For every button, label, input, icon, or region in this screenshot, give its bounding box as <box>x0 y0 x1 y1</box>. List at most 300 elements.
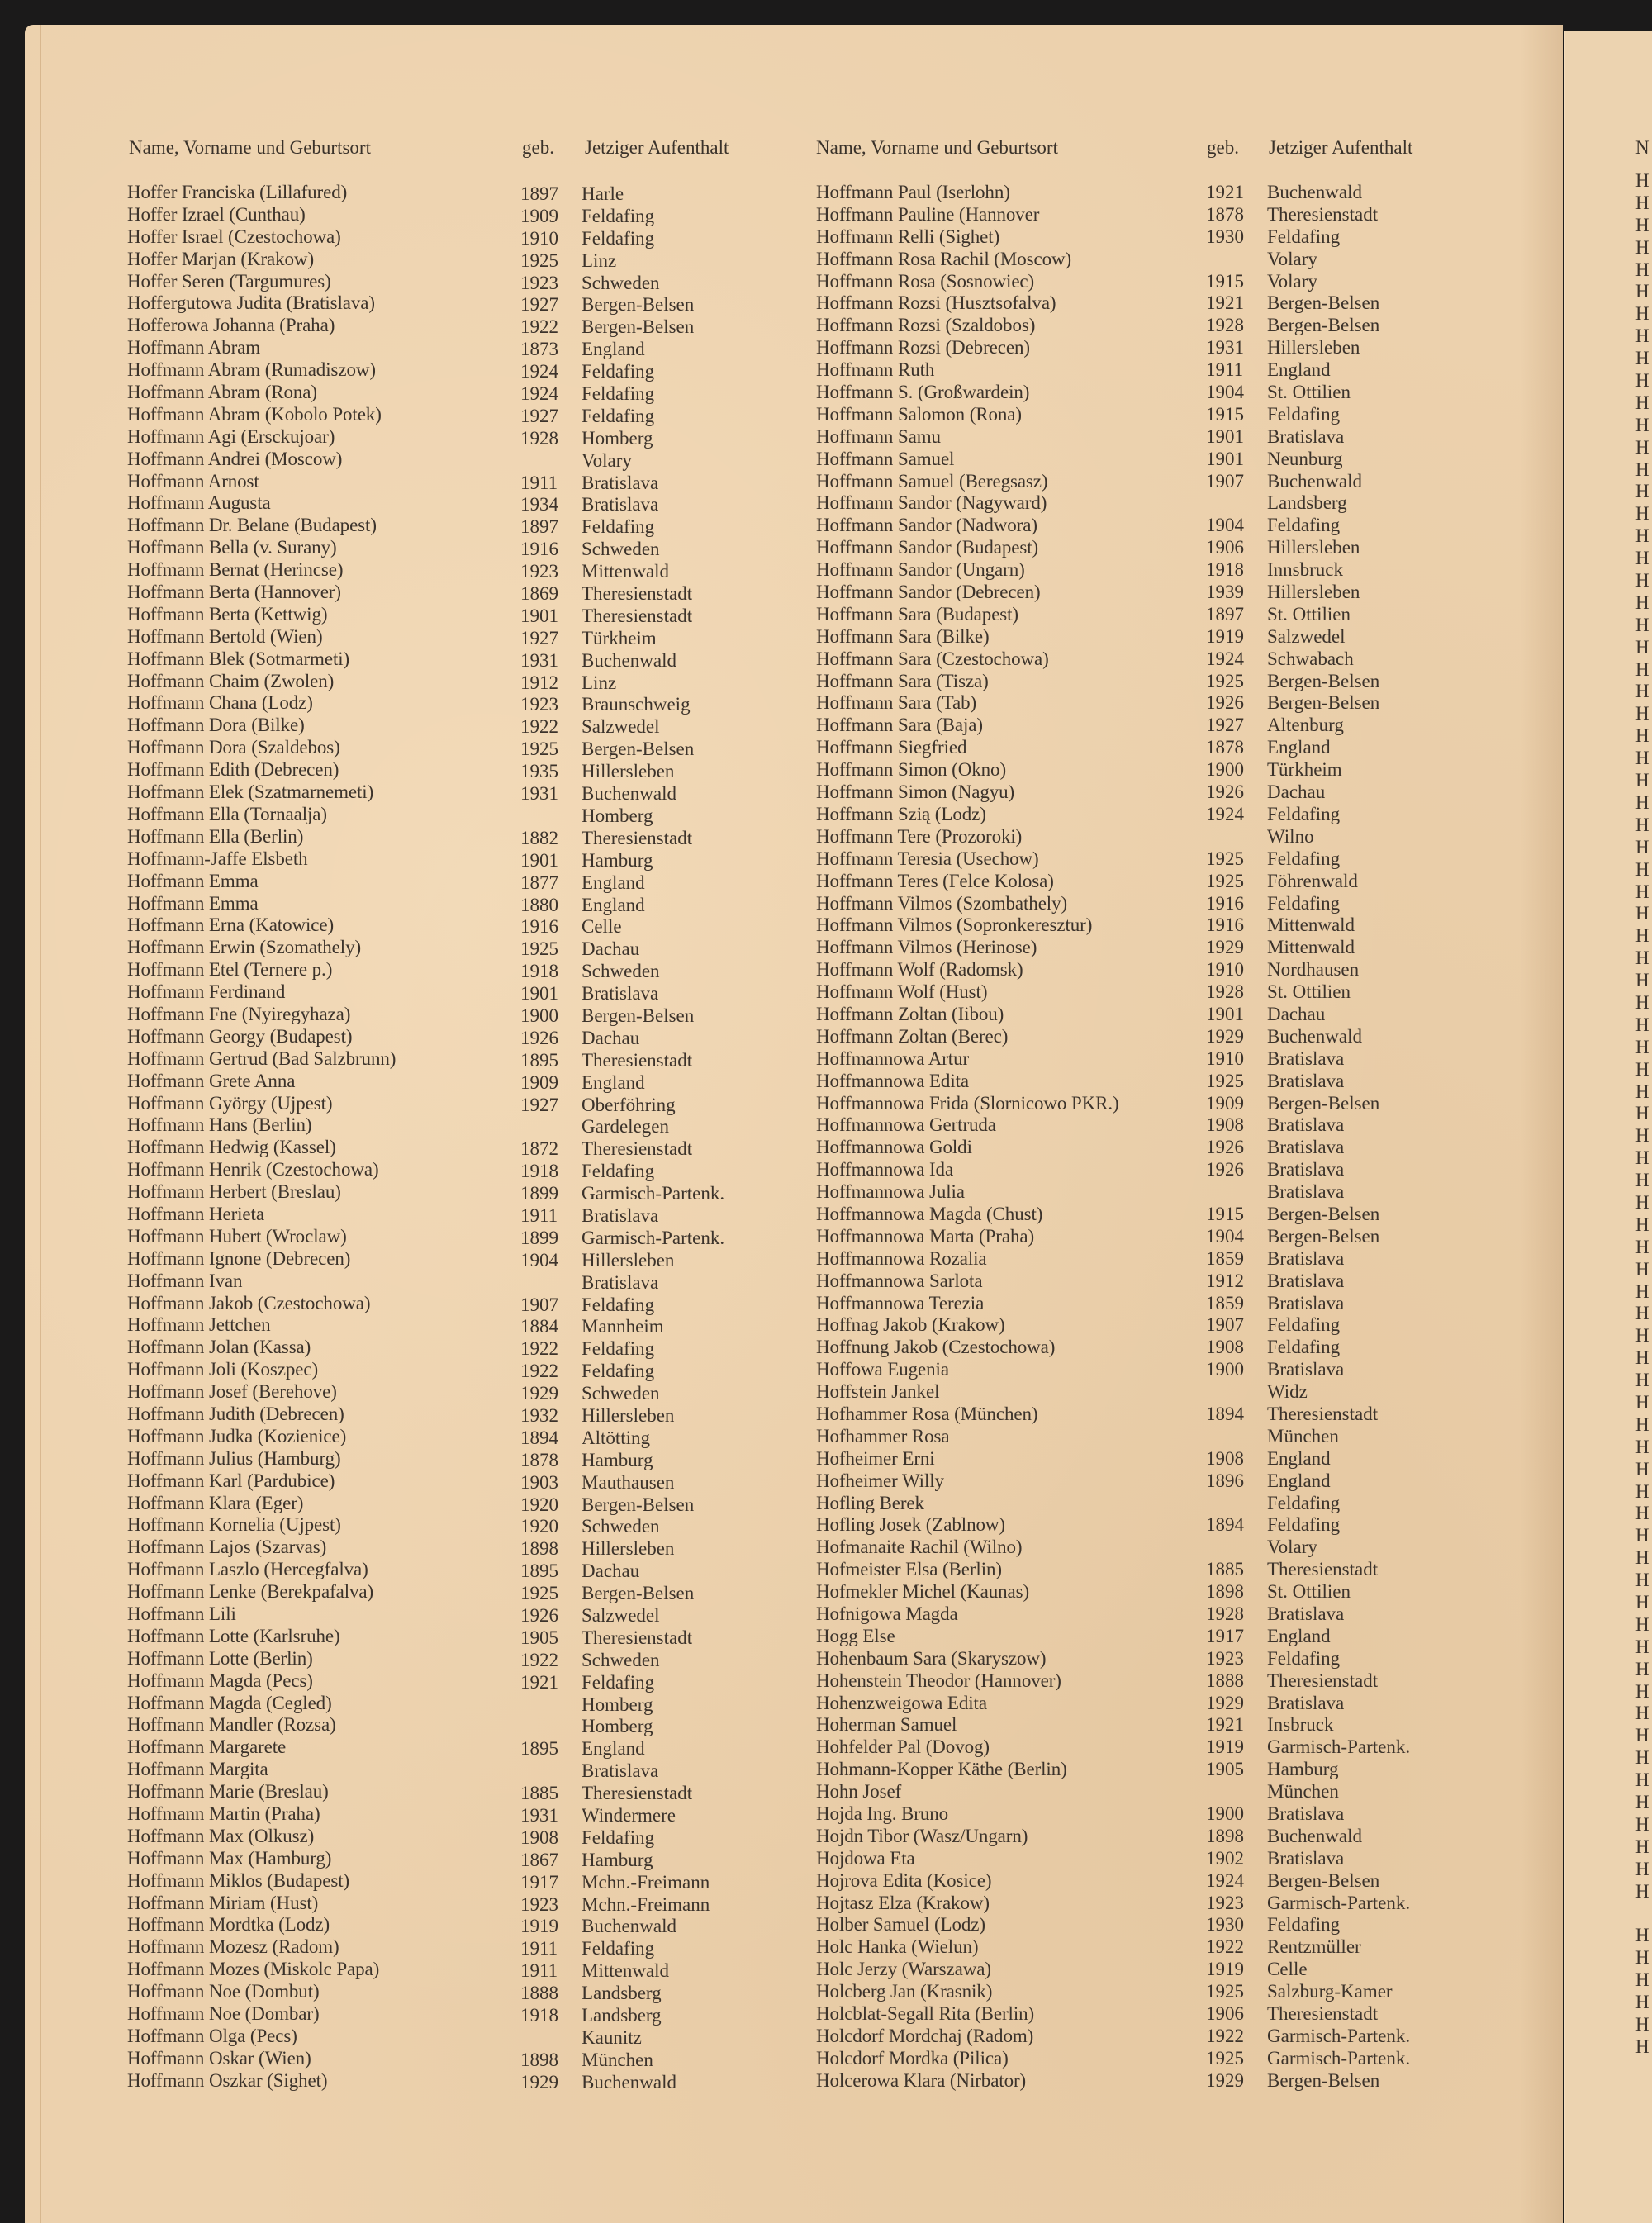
list-item-name: Hoffmannowa Frida (Slornicowo PKR.) <box>816 1092 1119 1114</box>
list-item-name: Hoffmannowa Ida <box>816 1159 954 1180</box>
current-residence: Theresienstadt <box>582 605 693 626</box>
birth-year: 1904 <box>1206 515 1244 536</box>
birth-year: 1894 <box>1206 1514 1244 1536</box>
list-item-name: Hoffmann Martin (Praha) <box>127 1803 320 1825</box>
birth-year: 1929 <box>520 1383 558 1404</box>
list-item-year-place <box>1206 2026 1410 2048</box>
next-page-row-fragment: H <box>1635 503 1650 525</box>
next-page-header-fragment: N <box>1635 137 1650 158</box>
list-item-year-place <box>1206 1693 1410 1715</box>
list-item-year-place <box>520 1583 724 1605</box>
birth-year: 1922 <box>520 716 558 738</box>
current-residence: England <box>582 339 645 360</box>
list-item-year-place <box>520 1228 724 1250</box>
next-page-row-fragment: H <box>1635 1103 1650 1124</box>
current-residence: Bratislava <box>1267 1070 1345 1091</box>
current-residence: Salzwedel <box>1267 625 1346 647</box>
current-residence: England <box>582 894 645 915</box>
list-item-year-place <box>1206 737 1410 759</box>
current-residence: St. Ottilien <box>1267 382 1351 403</box>
list-item-year-place <box>1206 182 1410 204</box>
list-item-name: Hoffmann Fne (Nyiregyhaza) <box>127 1003 351 1024</box>
list-item-name: Hojtasz Elza (Krakow) <box>816 1892 990 1913</box>
birth-year: 1904 <box>1206 382 1244 403</box>
current-residence: Dachau <box>582 1560 640 1582</box>
list-item-name: Hoffmann Margarete <box>127 1736 287 1758</box>
list-item-year-place <box>520 983 724 1005</box>
birth-year: 1906 <box>1206 537 1244 558</box>
current-residence: Mittenwald <box>582 1960 670 1982</box>
list-item-name: Hoffmann Wolf (Hust) <box>816 981 988 1003</box>
list-item-year-place <box>520 2050 724 2072</box>
list-item-year-place <box>1206 1470 1410 1493</box>
next-page-row-fragment: H <box>1635 192 1650 213</box>
current-residence: England <box>1267 1625 1331 1646</box>
list-item-year-place <box>520 2005 724 2027</box>
birth-year: 1904 <box>1206 1225 1244 1247</box>
current-residence: Volary <box>1267 248 1317 269</box>
next-page-row-fragment: H <box>1635 1191 1650 1213</box>
list-item-name: Hohenstein Theodor (Hannover) <box>816 1670 1061 1691</box>
birth-year: 1877 <box>520 872 558 893</box>
list-item-year-place <box>1206 426 1410 449</box>
current-residence: Landsberg <box>582 1983 662 2004</box>
list-item-name: Hoffmann Grete Anna <box>127 1070 296 1091</box>
current-residence: Theresienstadt <box>582 1049 693 1071</box>
current-residence: Mittenwald <box>582 561 670 582</box>
list-item-year-place <box>1206 1204 1410 1226</box>
list-item-year-place <box>520 1872 724 1894</box>
current-residence: Salzburg-Kamer <box>1267 1981 1393 2002</box>
birth-year: 1895 <box>520 1560 558 1582</box>
current-residence: Theresienstadt <box>1267 1559 1379 1580</box>
birth-year: 1904 <box>520 1249 558 1271</box>
list-item-name: Hoffmannowa Gertruda <box>816 1114 996 1136</box>
current-residence: Buchenwald <box>582 649 676 671</box>
birth-year <box>1206 1493 1267 1515</box>
list-item-name: Hoffmann Samuel <box>816 448 955 469</box>
list-item-year-place <box>1206 404 1410 426</box>
birth-year: 1924 <box>1206 648 1244 669</box>
list-item-year-place <box>520 383 724 406</box>
list-item-name: Hoffmannowa Goldi <box>816 1137 972 1158</box>
list-item-year-place <box>520 1361 724 1383</box>
list-item-name: Hoffmann Dora (Bilke) <box>127 715 305 736</box>
next-page-row-fragment: H <box>1635 1347 1650 1369</box>
next-page-row-fragment: H <box>1635 1858 1650 1879</box>
birth-year: 1928 <box>1206 315 1244 336</box>
list-item-name: Hoffmann Rosa (Sosnowiec) <box>816 270 1035 292</box>
list-item-year-place <box>1206 337 1410 359</box>
next-page-row-fragment: H <box>1635 1280 1650 1302</box>
birth-year: 1908 <box>520 1826 558 1848</box>
current-residence: Harle <box>582 183 624 204</box>
birth-year: 1909 <box>1206 1092 1244 1114</box>
list-item-year-place <box>520 1472 724 1494</box>
current-residence: Gardelegen <box>582 1116 669 1138</box>
list-item-year-place <box>520 694 724 716</box>
list-item-year-place <box>520 406 724 428</box>
list-item-year-place <box>520 606 724 628</box>
next-page-row-fragment: H <box>1635 259 1650 280</box>
birth-year: 1922 <box>1206 1936 1244 1958</box>
list-item-year-place <box>1206 1981 1410 2003</box>
current-residence: Kaunitz <box>582 2026 642 2048</box>
list-item-year-place <box>520 183 724 206</box>
birth-year: 1930 <box>1206 1914 1244 1936</box>
birth-year: 1921 <box>1206 292 1244 314</box>
current-residence: Mauthausen <box>582 1471 675 1493</box>
list-item-name: Hoffmann Laszlo (Hercegfalva) <box>127 1559 368 1580</box>
list-item-year-place <box>520 206 724 228</box>
list-item-name: Hoffmann Szią (Lodz) <box>816 803 986 824</box>
birth-year: 1915 <box>1206 1203 1244 1224</box>
current-residence: Feldafing <box>582 516 655 538</box>
birth-year: 1869 <box>520 583 558 605</box>
current-residence: Bratislava <box>582 472 659 493</box>
birth-year: 1899 <box>520 1183 558 1204</box>
birth-year: 1928 <box>1206 981 1244 1003</box>
list-item-name: Hoffmann Berta (Kettwig) <box>127 603 328 625</box>
current-residence: Schweden <box>582 961 660 982</box>
list-item-name: Hojdowa Eta <box>816 1847 915 1869</box>
list-item-year-place <box>1206 1426 1410 1448</box>
list-item-year-place <box>520 1183 724 1205</box>
list-item-name: Hoffmannowa Artur <box>816 1047 970 1069</box>
next-page-row-fragment: H <box>1635 414 1650 435</box>
list-item-year-place <box>1206 1803 1410 1826</box>
current-residence: Föhrenwald <box>1267 870 1358 891</box>
next-page-row-fragment: H <box>1635 948 1650 969</box>
list-item-year-place <box>1206 692 1410 715</box>
list-item-name: Hoffmann Sandor (Nadwora) <box>816 515 1037 536</box>
current-residence: Altötting <box>582 1427 651 1448</box>
next-page-row-fragment: H <box>1635 1570 1650 1591</box>
list-item-year-place <box>1206 359 1410 382</box>
list-item-name: Hohfelder Pal (Dovog) <box>816 1736 990 1758</box>
list-item-year-place <box>1206 1359 1410 1381</box>
list-item-year-place <box>1206 1448 1410 1470</box>
list-item-name: Hoffmann Ignone (Debrecen) <box>127 1247 351 1269</box>
list-item-name: Hoffmann Joli (Koszpec) <box>127 1359 319 1380</box>
list-item-year-place <box>520 1161 724 1183</box>
list-item-name: Hoffmann Abram (Kobolo Potek) <box>127 403 382 425</box>
list-item-year-place <box>520 1672 724 1694</box>
birth-year <box>520 1694 582 1717</box>
current-residence: Hillersleben <box>1267 337 1360 359</box>
list-item-year-place <box>520 1427 724 1450</box>
birth-year: 1929 <box>1206 937 1244 958</box>
next-page-row-fragment: H <box>1635 770 1650 791</box>
list-item-name: Hoffmann Pauline (Hannover <box>816 203 1040 225</box>
birth-year: 1910 <box>520 227 558 249</box>
list-item-name: Hoffmann Simon (Okno) <box>816 759 1007 781</box>
birth-year: 1925 <box>1206 848 1244 869</box>
birth-year: 1921 <box>1206 182 1244 202</box>
list-item-name: Hoffmann Sara (Tab) <box>816 692 977 714</box>
list-item-name: Hoffmann Jettchen <box>127 1314 271 1336</box>
list-item-name: Hoffmann Bertold (Wien) <box>127 625 323 647</box>
list-item-name: Hoffnung Jakob (Czestochowa) <box>816 1337 1056 1358</box>
birth-year: 1909 <box>520 1071 558 1093</box>
current-residence: Landsberg <box>582 2005 662 2026</box>
list-item-name: Hoffmann Tere (Prozoroki) <box>816 825 1023 847</box>
next-page-row-fragment: H <box>1635 1636 1650 1657</box>
current-residence: Bergen-Belsen <box>1267 1092 1380 1114</box>
list-item-name: Hoffmann Henrik (Czestochowa) <box>127 1159 379 1180</box>
birth-year <box>1206 1537 1267 1559</box>
list-item-name: Hoffmann Sara (Bilke) <box>816 625 990 647</box>
next-page-row-fragment: H <box>1635 370 1650 392</box>
next-page-row-fragment: H <box>1635 2035 1650 2057</box>
list-item-year-place <box>1206 1603 1410 1626</box>
list-item-name: Hoffmann Elek (Szatmarnemeti) <box>127 781 374 803</box>
list-item-year-place <box>1206 515 1410 537</box>
list-item-name: Hoffmann Etel (Ternere p.) <box>127 959 333 981</box>
list-item-year-place <box>520 1072 724 1095</box>
next-page-row-fragment: H <box>1635 303 1650 325</box>
column2-name-list <box>816 182 1119 2092</box>
list-item-name: Hoffmann Oszkar (Sighet) <box>127 2069 328 2091</box>
next-page-row-fragment: H <box>1635 636 1650 658</box>
current-residence: Homberg <box>582 805 653 826</box>
current-residence: Theresienstadt <box>1267 203 1379 225</box>
list-item-name: Hoffmann Mandler (Rozsa) <box>127 1714 336 1736</box>
list-item-name: Hoffmann Augusta <box>127 492 271 514</box>
list-item-name: Hoffmann Lili <box>127 1603 236 1624</box>
current-residence: Bratislava <box>1267 1181 1345 1203</box>
list-item-name: Hoffmann Teres (Felce Kolosa) <box>816 870 1054 891</box>
next-page-row-fragment: H <box>1635 1147 1650 1169</box>
current-residence: Theresienstadt <box>1267 2003 1379 2025</box>
list-item-name: Hoffmann Marie (Breslau) <box>127 1781 329 1803</box>
list-item-year-place <box>520 1272 724 1294</box>
list-item-year-place <box>520 761 724 783</box>
birth-year: 1878 <box>1206 203 1244 225</box>
birth-year <box>1206 1426 1267 1448</box>
list-item-year-place <box>520 1938 724 1960</box>
current-residence: Hillersleben <box>582 1538 675 1560</box>
birth-year: 1880 <box>520 894 558 915</box>
current-residence: Bratislava <box>1267 1603 1345 1624</box>
list-item-year-place <box>1206 1493 1410 1515</box>
list-item-year-place <box>1206 1826 1410 1848</box>
list-item-name: Hoffmann Zoltan (Iibou) <box>816 1003 1004 1024</box>
list-item-name: Hoffmann Ruth <box>816 359 935 381</box>
current-residence: Bergen-Belsen <box>582 1494 695 1515</box>
current-residence: Feldafing <box>582 1671 655 1693</box>
list-item-year-place <box>1206 1004 1410 1026</box>
current-residence: Bratislava <box>1267 1270 1345 1291</box>
current-residence: Bergen-Belsen <box>582 739 695 760</box>
list-item-year-place <box>1206 582 1410 604</box>
current-residence: Schweden <box>582 1516 660 1537</box>
current-residence: Theresienstadt <box>1267 1403 1379 1424</box>
next-page-row-fragment: H <box>1635 548 1650 569</box>
birth-year: 1926 <box>1206 1159 1244 1180</box>
next-page-row-fragment: H <box>1635 658 1650 680</box>
current-residence: Garmisch-Partenk. <box>1267 1892 1411 1913</box>
list-item-name: Hoffmann György (Ujpest) <box>127 1092 333 1114</box>
current-residence: Feldafing <box>582 405 655 426</box>
list-item-name: Holcerowa Klara (Nirbator) <box>816 2069 1027 2091</box>
list-item-year-place <box>1206 1248 1410 1271</box>
current-residence: Braunschweig <box>582 694 691 715</box>
birth-year: 1929 <box>1206 2069 1244 2091</box>
list-item-year-place <box>520 583 724 606</box>
next-page-row-fragment: H <box>1635 1458 1650 1480</box>
birth-year: 1922 <box>1206 2025 1244 2046</box>
birth-year: 1928 <box>1206 1603 1244 1624</box>
birth-year: 1925 <box>520 739 558 760</box>
birth-year: 1899 <box>520 1227 558 1248</box>
gutter-shadow <box>1520 25 1563 2223</box>
list-item-year-place <box>1206 1959 1410 1981</box>
list-item-name: Hoffmann Sara (Czestochowa) <box>816 648 1049 669</box>
current-residence: Mchn.-Freimann <box>582 1871 710 1893</box>
list-item-name: Hoffmann Gertrud (Bad Salzbrunn) <box>127 1047 396 1069</box>
column1-header-name: Name, Vorname und Geburtsort <box>129 137 371 158</box>
list-item-year-place <box>1206 715 1410 737</box>
next-page-row-fragment: H <box>1635 970 1650 991</box>
birth-year: 1922 <box>520 1649 558 1670</box>
birth-year: 1916 <box>1206 914 1244 936</box>
list-item-year-place <box>520 1605 724 1627</box>
list-item-year-place <box>1206 1670 1410 1693</box>
list-item-year-place <box>1206 1759 1410 1781</box>
birth-year: 1923 <box>520 561 558 582</box>
column1-header-current-residence: Jetziger Aufenthalt <box>585 137 729 158</box>
birth-year: 1912 <box>1206 1270 1244 1291</box>
list-item-year-place <box>520 1205 724 1228</box>
list-item-year-place <box>520 516 724 539</box>
next-page-row-fragment: H <box>1635 1680 1650 1702</box>
list-item-name: Hoffmann Samuel (Beregsasz) <box>816 470 1048 492</box>
birth-year <box>1206 1381 1267 1404</box>
list-item-name: Hofmeister Elsa (Berlin) <box>816 1559 1002 1580</box>
next-page-row-fragment: H <box>1635 1880 1650 1902</box>
list-item-year-place <box>520 1250 724 1272</box>
next-page-row-fragment: H <box>1635 1792 1650 1813</box>
list-item-year-place <box>1206 1159 1410 1181</box>
birth-year: 1859 <box>1206 1292 1244 1313</box>
list-item-year-place <box>520 1650 724 1672</box>
list-item-name: Holc Jerzy (Warszawa) <box>816 1959 991 1980</box>
birth-year: 1901 <box>1206 448 1244 469</box>
birth-year: 1901 <box>520 849 558 871</box>
birth-year: 1911 <box>520 1960 558 1982</box>
current-residence: Linz <box>582 672 617 693</box>
birth-year: 1924 <box>1206 803 1244 824</box>
birth-year: 1921 <box>520 1671 558 1693</box>
birth-year: 1917 <box>1206 1625 1244 1646</box>
list-item-name: Hoffmann Miklos (Budapest) <box>127 1869 350 1891</box>
list-item-year-place <box>520 650 724 672</box>
next-page-row-fragment: H <box>1635 1747 1650 1769</box>
next-page-row-fragment: H <box>1635 591 1650 613</box>
list-item-name: Hoffmann Sandor (Nagyward) <box>816 492 1047 514</box>
next-page-row-fragment: H <box>1635 1969 1650 1991</box>
current-residence: Bratislava <box>1267 425 1345 447</box>
list-item-name: Hofheimer Erni <box>816 1447 935 1469</box>
current-residence: England <box>582 1738 645 1760</box>
next-page-row-fragment: H <box>1635 1036 1650 1057</box>
column1-header-birth-year: geb. <box>522 137 554 158</box>
list-item-name: Hoffergutowa Judita (Bratislava) <box>127 292 375 314</box>
list-item-name: Hoffmann Abram (Rumadiszow) <box>127 359 376 381</box>
current-residence: Bergen-Belsen <box>582 1583 695 1604</box>
list-item-name: Hoffmann Sandor (Debrecen) <box>816 582 1041 603</box>
list-item-name: Hofmanaite Rachil (Wilno) <box>816 1537 1023 1558</box>
current-residence: Linz <box>582 249 617 271</box>
list-item-name: Hoffmann Kornelia (Ujpest) <box>127 1514 341 1536</box>
current-residence: Bergen-Belsen <box>1267 1869 1380 1891</box>
list-item-year-place <box>1206 1870 1410 1893</box>
birth-year <box>520 1716 582 1738</box>
list-item-year-place <box>1206 937 1410 959</box>
list-item-name: Hoffmann Ivan <box>127 1270 243 1291</box>
birth-year: 1919 <box>1206 1959 1244 1980</box>
list-item-name: Hofferowa Johanna (Praha) <box>127 315 335 336</box>
birth-year: 1888 <box>1206 1670 1244 1691</box>
birth-year: 1894 <box>520 1427 558 1448</box>
next-page-row-fragment: H <box>1635 858 1650 880</box>
list-item-name: Holcdorf Mordchaj (Radom) <box>816 2025 1034 2046</box>
birth-year: 1922 <box>520 1338 558 1360</box>
next-page-row-fragment: H <box>1635 1303 1650 1324</box>
current-residence: Celle <box>582 916 622 938</box>
current-residence: Feldafing <box>1267 803 1341 824</box>
current-residence: Theresienstadt <box>582 1783 693 1804</box>
current-residence: Hamburg <box>582 849 653 871</box>
birth-year: 1900 <box>1206 759 1244 781</box>
current-residence: Bratislava <box>582 494 659 515</box>
birth-year: 1900 <box>1206 1803 1244 1825</box>
current-residence: Feldafing <box>1267 226 1341 247</box>
list-item-name: Hoffmann Bernat (Herincse) <box>127 559 344 581</box>
list-item-name: Hoffmann Salomon (Rona) <box>816 403 1022 425</box>
list-item-year-place <box>520 1916 724 1938</box>
birth-year: 1898 <box>520 1538 558 1560</box>
birth-year: 1916 <box>520 916 558 938</box>
list-item-year-place <box>1206 1559 1410 1581</box>
next-page-row-fragment: H <box>1635 1081 1650 1102</box>
next-page-row-fragment: H <box>1635 1125 1650 1147</box>
next-page-row-fragments <box>1635 170 1650 2059</box>
current-residence: Feldafing <box>1267 403 1341 425</box>
birth-year: 1918 <box>520 2005 558 2026</box>
list-item-name: Hoffmann Emma <box>127 870 259 891</box>
list-item-name: Hoffmann Lotte (Berlin) <box>127 1647 313 1669</box>
current-residence: Innsbruck <box>1267 559 1343 581</box>
current-residence: Theresienstadt <box>582 1627 693 1648</box>
current-residence: Türkheim <box>582 627 657 648</box>
list-item-year-place <box>520 1494 724 1517</box>
page-edge-line <box>40 25 41 2223</box>
list-item-year-place <box>520 494 724 516</box>
list-item-year-place <box>520 1694 724 1717</box>
list-item-name: Hoffmannowa Rozalia <box>816 1247 987 1269</box>
birth-year: 1932 <box>520 1404 558 1426</box>
list-item-year-place <box>1206 2003 1410 2026</box>
list-item-year-place <box>1206 1293 1410 1315</box>
birth-year <box>520 805 582 828</box>
list-item-name: Hoffer Marjan (Krakow) <box>127 248 315 269</box>
list-item-name: Hohmann-Kopper Käthe (Berlin) <box>816 1759 1067 1780</box>
birth-year: 1897 <box>520 183 558 204</box>
column2-year-place-list <box>1206 182 1410 2092</box>
current-residence: Feldafing <box>1267 1914 1341 1936</box>
